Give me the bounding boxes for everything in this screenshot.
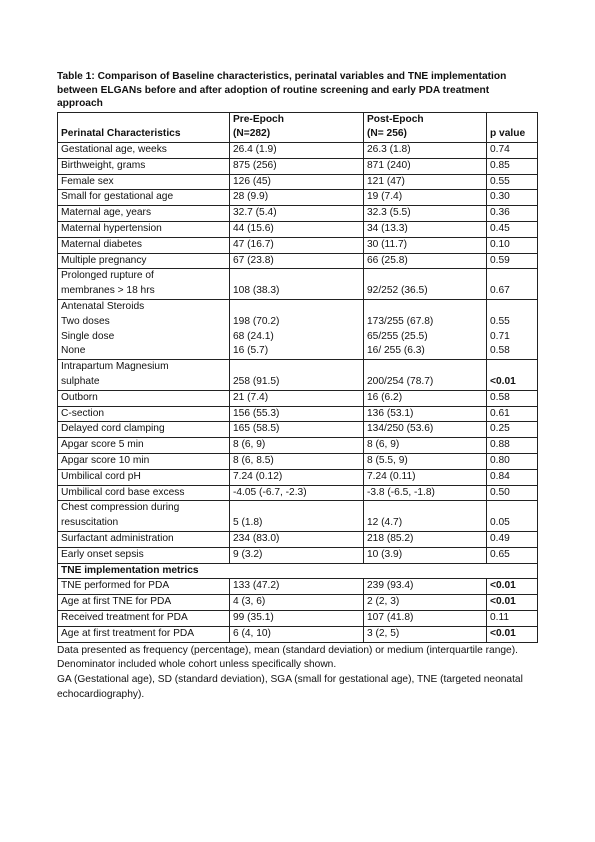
cell-post-epoch (364, 158, 487, 174)
cell-characteristic (58, 253, 230, 269)
cell-pre-epoch-text: -4.05 (-6.7, -2.3) (233, 486, 307, 498)
cell-characteristic (58, 611, 230, 627)
section-row (58, 563, 538, 579)
cell-characteristic-text: Small for gestational age (61, 191, 174, 203)
cell-p-value (487, 485, 538, 501)
cell-pre-epoch (230, 190, 364, 206)
cell-characteristic (58, 454, 230, 470)
cell-p-value (487, 360, 538, 391)
cell-p-value (487, 532, 538, 548)
cell-post-epoch-text: 8 (5.5, 9) (367, 455, 408, 467)
cell-characteristic (58, 143, 230, 159)
cell-pre-epoch (230, 360, 364, 391)
cell-post-epoch (364, 547, 487, 563)
cell-post-epoch-text: 200/254 (78.7) (367, 376, 434, 388)
cell-post-epoch-text: 12 (4.7) (367, 517, 403, 529)
cell-pre-epoch (230, 269, 364, 300)
table-row (58, 579, 538, 595)
footnote-abbreviations-intro: Data presented as frequency (percentage), mean (standard deviation) or medium (interquartile range). Denominator included whole cohort unless specifically shown. (57, 644, 518, 671)
cell-pre-epoch-text: 5 (1.8) (233, 517, 263, 529)
cell-characteristic (58, 595, 230, 611)
cell-p-value (487, 469, 538, 485)
cell-pre-epoch-text: 108 (38.3) (233, 285, 280, 297)
cell-pre-epoch (230, 206, 364, 222)
cell-post-epoch-text: 3 (2, 5) (367, 627, 400, 639)
cell-post-epoch-text: 26.3 (1.8) (367, 144, 411, 156)
cell-p-value (487, 579, 538, 595)
cell-characteristic-text: Intrapartum Magnesium (61, 361, 169, 373)
cell-pre-epoch (230, 611, 364, 627)
table-body (58, 143, 538, 564)
cell-pre-epoch (230, 390, 364, 406)
cell-p-value (487, 547, 538, 563)
cell-post-epoch-text: 8 (6, 9) (367, 439, 400, 451)
characteristics-table (57, 112, 538, 643)
cell-pre-epoch (230, 438, 364, 454)
cell-p-value-text: 0.84 (490, 470, 510, 482)
cell-pre-epoch (230, 422, 364, 438)
cell-characteristic (58, 422, 230, 438)
cell-p-value (487, 222, 538, 238)
cell-p-value-text: <0.01 (490, 596, 516, 608)
table-row (58, 390, 538, 406)
cell-post-epoch-text: 7.24 (0.11) (367, 470, 416, 482)
section-title: TNE implementation metrics (58, 563, 538, 579)
cell-characteristic-text: Age at first TNE for PDA (61, 596, 172, 608)
cell-post-epoch (364, 300, 487, 360)
cell-post-epoch (364, 454, 487, 470)
cell-p-value (487, 143, 538, 159)
cell-p-value-text: 0.10 (490, 238, 510, 250)
cell-p-value (487, 438, 538, 454)
cell-post-epoch (364, 485, 487, 501)
cell-p-value-text: 0.74 (490, 144, 510, 156)
cell-post-epoch (364, 611, 487, 627)
tne-section (58, 563, 538, 642)
cell-p-value-text: 0.67 (490, 285, 510, 297)
cell-characteristic (58, 501, 230, 532)
cell-pre-epoch-text: 165 (58.5) (233, 423, 280, 435)
cell-p-value-text: 0.45 (490, 223, 510, 235)
cell-post-epoch (364, 253, 487, 269)
cell-post-epoch (364, 390, 487, 406)
cell-pre-epoch-text: 258 (91.5) (233, 376, 280, 388)
cell-p-value-text: 0.05 (490, 517, 510, 529)
cell-characteristic-text: Prolonged rupture of (61, 270, 154, 282)
cell-post-epoch (364, 360, 487, 391)
table-row (58, 595, 538, 611)
cell-pre-epoch-text: 7.24 (0.12) (233, 470, 283, 482)
cell-pre-epoch (230, 547, 364, 563)
cell-p-value (487, 422, 538, 438)
cell-characteristic-text: Multiple pregnancy (61, 254, 147, 266)
cell-pre-epoch (230, 485, 364, 501)
cell-characteristic-text: Early onset sepsis (61, 548, 144, 560)
cell-characteristic (58, 532, 230, 548)
cell-characteristic-text: Birthweight, grams (61, 159, 146, 171)
cell-post-epoch (364, 532, 487, 548)
cell-characteristic-text: resuscitation (61, 517, 119, 529)
cell-characteristic (58, 158, 230, 174)
cell-pre-epoch-text: 875 (256) (233, 159, 277, 171)
cell-pre-epoch-text: 21 (7.4) (233, 391, 269, 403)
cell-pre-epoch (230, 626, 364, 642)
cell-post-epoch (364, 143, 487, 159)
cell-characteristic-text: Maternal age, years (61, 207, 152, 219)
cell-pre-epoch-text: 44 (15.6) (233, 223, 274, 235)
table-row (58, 158, 538, 174)
table-row (58, 222, 538, 238)
cell-post-epoch-text: 30 (11.7) (367, 238, 408, 250)
cell-characteristic (58, 206, 230, 222)
table-row (58, 626, 538, 642)
cell-characteristic-text: TNE performed for PDA (61, 580, 170, 592)
cell-characteristic-text: C-section (61, 407, 105, 419)
cell-post-epoch-text: -3.8 (-6.5, -1.8) (367, 486, 435, 498)
cell-p-value (487, 626, 538, 642)
table-row (58, 469, 538, 485)
cell-pre-epoch (230, 469, 364, 485)
cell-characteristic (58, 269, 230, 300)
cell-pre-epoch-text: 8 (6, 8.5) (233, 455, 274, 467)
cell-characteristic-text: Female sex (61, 175, 114, 187)
table-row (58, 174, 538, 190)
cell-post-epoch-text: 65/255 (25.5) (367, 330, 428, 342)
cell-post-epoch-text: 34 (13.3) (367, 223, 408, 235)
cell-post-epoch-text: 2 (2, 3) (367, 596, 400, 608)
cell-characteristic-text: Umbilical cord pH (61, 470, 141, 482)
cell-characteristic-text: Umbilical cord base excess (61, 486, 185, 498)
cell-post-epoch-text: 134/250 (53.6) (367, 423, 434, 435)
cell-post-epoch-text: 871 (240) (367, 159, 411, 171)
cell-p-value-text: 0.65 (490, 548, 510, 560)
cell-post-epoch (364, 595, 487, 611)
table-row (58, 143, 538, 159)
cell-characteristic (58, 485, 230, 501)
cell-characteristic (58, 390, 230, 406)
cell-characteristic-text: None (61, 345, 86, 357)
cell-post-epoch-text: 16 (6.2) (367, 391, 403, 403)
cell-pre-epoch (230, 300, 364, 360)
cell-pre-epoch (230, 595, 364, 611)
table-row (58, 406, 538, 422)
cell-characteristic-text: Antenatal Steroids (61, 301, 145, 313)
cell-p-value-text: 0.30 (490, 191, 510, 203)
cell-characteristic-text: Two doses (61, 315, 110, 327)
footnote-abbreviations: GA (Gestational age), SD (standard deviation), SGA (small for gestational age), TNE (targeted neonatal echocardiography). (57, 674, 523, 700)
cell-post-epoch-text: 19 (7.4) (367, 191, 403, 203)
table-row (58, 206, 538, 222)
cell-pre-epoch-text: 28 (9.9) (233, 191, 269, 203)
cell-p-value-text: 0.55 (490, 175, 510, 187)
cell-post-epoch-text: 92/252 (36.5) (367, 285, 428, 297)
cell-post-epoch-text: 107 (41.8) (367, 612, 414, 623)
header-post-n: (N= 256) (367, 128, 407, 140)
table-row (58, 547, 538, 563)
cell-post-epoch-text: 66 (25.8) (367, 254, 408, 266)
cell-p-value-text: 0.88 (490, 439, 510, 451)
cell-p-value-text: 0.58 (490, 391, 510, 403)
cell-pre-epoch-text: 9 (3.2) (233, 548, 263, 560)
cell-characteristic (58, 626, 230, 642)
cell-p-value-text: 0.61 (490, 407, 510, 419)
cell-pre-epoch-text: 68 (24.1) (233, 330, 274, 342)
table-row (58, 454, 538, 470)
cell-p-value-text: 0.55 (490, 315, 510, 327)
cell-p-value (487, 595, 538, 611)
header-row (58, 112, 538, 143)
cell-pre-epoch-text: 6 (4, 10) (233, 627, 271, 639)
cell-pre-epoch (230, 158, 364, 174)
cell-p-value-text: <0.01 (490, 376, 516, 388)
cell-pre-epoch-text: 156 (55.3) (233, 407, 280, 419)
cell-post-epoch (364, 438, 487, 454)
cell-pre-epoch (230, 501, 364, 532)
table-row (58, 253, 538, 269)
cell-p-value-text: 0.80 (490, 455, 510, 467)
cell-pre-epoch (230, 174, 364, 190)
cell-post-epoch-text: 32.3 (5.5) (367, 207, 411, 219)
cell-pre-epoch-text: 32.7 (5.4) (233, 207, 277, 219)
header-characteristics-label: Perinatal Characteristics (61, 128, 181, 140)
cell-pre-epoch-text: 234 (83.0) (233, 533, 280, 545)
cell-characteristic-text: sulphate (61, 376, 100, 388)
cell-post-epoch (364, 469, 487, 485)
cell-p-value (487, 190, 538, 206)
cell-characteristic-text: Gestational age, weeks (61, 144, 167, 156)
cell-characteristic (58, 300, 230, 360)
cell-characteristic-text: Age at first treatment for PDA (61, 627, 195, 639)
header-p-value-label: p value (490, 128, 526, 140)
cell-p-value-text: 0.58 (490, 345, 510, 357)
cell-p-value (487, 406, 538, 422)
cell-p-value (487, 253, 538, 269)
table-row (58, 360, 538, 391)
table-row (58, 611, 538, 627)
cell-characteristic (58, 174, 230, 190)
table-row (58, 485, 538, 501)
cell-p-value-text: 0.71 (490, 330, 510, 342)
cell-pre-epoch (230, 143, 364, 159)
cell-p-value (487, 390, 538, 406)
cell-post-epoch (364, 626, 487, 642)
cell-characteristic (58, 469, 230, 485)
cell-pre-epoch (230, 532, 364, 548)
cell-post-epoch-text: 121 (47) (367, 175, 405, 187)
header-characteristics (58, 112, 230, 143)
cell-pre-epoch-text: 4 (3, 6) (233, 596, 266, 608)
cell-pre-epoch (230, 579, 364, 595)
cell-pre-epoch (230, 253, 364, 269)
document-page (57, 70, 537, 703)
cell-characteristic (58, 406, 230, 422)
cell-pre-epoch-text: 67 (23.8) (233, 254, 274, 266)
table-header (58, 112, 538, 143)
table-row (58, 532, 538, 548)
cell-post-epoch (364, 206, 487, 222)
table-row (58, 501, 538, 532)
header-post-title: Post-Epoch (367, 113, 424, 125)
cell-post-epoch (364, 406, 487, 422)
cell-post-epoch (364, 237, 487, 253)
cell-p-value (487, 158, 538, 174)
cell-post-epoch (364, 501, 487, 532)
header-pre-n: (N=282) (233, 128, 271, 140)
cell-characteristic (58, 190, 230, 206)
table-row (58, 300, 538, 360)
cell-pre-epoch-text: 26.4 (1.9) (233, 144, 277, 156)
cell-characteristic-text: Maternal hypertension (61, 223, 162, 235)
cell-post-epoch-text: 10 (3.9) (367, 548, 403, 560)
cell-p-value (487, 206, 538, 222)
cell-p-value (487, 269, 538, 300)
cell-p-value (487, 501, 538, 532)
cell-p-value-text: <0.01 (490, 627, 516, 639)
cell-characteristic-text: Apgar score 5 min (61, 439, 144, 451)
cell-characteristic (58, 222, 230, 238)
table-row (58, 237, 538, 253)
table-row (58, 190, 538, 206)
cell-post-epoch (364, 174, 487, 190)
cell-characteristic-text: Single dose (61, 330, 115, 342)
cell-pre-epoch-text: 126 (45) (233, 175, 271, 187)
cell-characteristic-text: Outborn (61, 391, 98, 403)
cell-p-value-text: 0.59 (490, 254, 510, 266)
cell-characteristic (58, 360, 230, 391)
cell-characteristic-text: Delayed cord clamping (61, 423, 165, 435)
table-row (58, 269, 538, 300)
cell-p-value (487, 300, 538, 360)
cell-p-value-text: 0.11 (490, 612, 510, 623)
cell-post-epoch (364, 269, 487, 300)
table-row (58, 438, 538, 454)
header-post-epoch (364, 112, 487, 143)
cell-post-epoch (364, 190, 487, 206)
cell-characteristic-text: Chest compression during (61, 502, 180, 514)
cell-pre-epoch (230, 237, 364, 253)
cell-pre-epoch-text: 198 (70.2) (233, 315, 280, 327)
cell-pre-epoch (230, 454, 364, 470)
cell-characteristic-text: Surfactant administration (61, 533, 174, 545)
cell-characteristic (58, 547, 230, 563)
cell-post-epoch-text: 136 (53.1) (367, 407, 414, 419)
table-caption: Table 1: Comparison of Baseline characteristics, perinatal variables and TNE implementation between ELGANs before and after adoption of routine screening and early PDA treatment approach (57, 71, 507, 109)
cell-characteristic (58, 579, 230, 595)
header-pre-epoch (230, 112, 364, 143)
cell-p-value-text: 0.25 (490, 423, 510, 435)
cell-post-epoch-text: 16/ 255 (6.3) (367, 345, 425, 357)
cell-p-value-text: <0.01 (490, 580, 516, 592)
cell-characteristic-text: Maternal diabetes (61, 238, 142, 250)
cell-p-value (487, 174, 538, 190)
cell-characteristic-text: Received treatment for PDA (61, 612, 188, 623)
cell-p-value-text: 0.85 (490, 159, 510, 171)
cell-post-epoch-text: 173/255 (67.8) (367, 315, 434, 327)
cell-pre-epoch-text: 99 (35.1) (233, 612, 274, 623)
cell-post-epoch (364, 579, 487, 595)
header-p-value (487, 112, 538, 143)
cell-characteristic (58, 438, 230, 454)
cell-characteristic-text: membranes > 18 hrs (61, 285, 155, 297)
cell-pre-epoch-text: 133 (47.2) (233, 580, 280, 592)
cell-characteristic-text: Apgar score 10 min (61, 455, 150, 467)
cell-post-epoch-text: 218 (85.2) (367, 533, 414, 545)
cell-characteristic (58, 237, 230, 253)
cell-pre-epoch (230, 406, 364, 422)
cell-pre-epoch-text: 8 (6, 9) (233, 439, 266, 451)
cell-p-value (487, 611, 538, 627)
cell-post-epoch (364, 222, 487, 238)
cell-p-value-text: 0.50 (490, 486, 510, 498)
table-row (58, 422, 538, 438)
header-pre-title: Pre-Epoch (233, 113, 284, 125)
cell-p-value (487, 237, 538, 253)
cell-pre-epoch-text: 16 (5.7) (233, 345, 269, 357)
cell-p-value (487, 454, 538, 470)
cell-pre-epoch-text: 47 (16.7) (233, 238, 274, 250)
cell-p-value-text: 0.36 (490, 207, 510, 219)
cell-p-value-text: 0.49 (490, 533, 510, 545)
cell-post-epoch-text: 239 (93.4) (367, 580, 414, 592)
cell-pre-epoch (230, 222, 364, 238)
cell-post-epoch (364, 422, 487, 438)
